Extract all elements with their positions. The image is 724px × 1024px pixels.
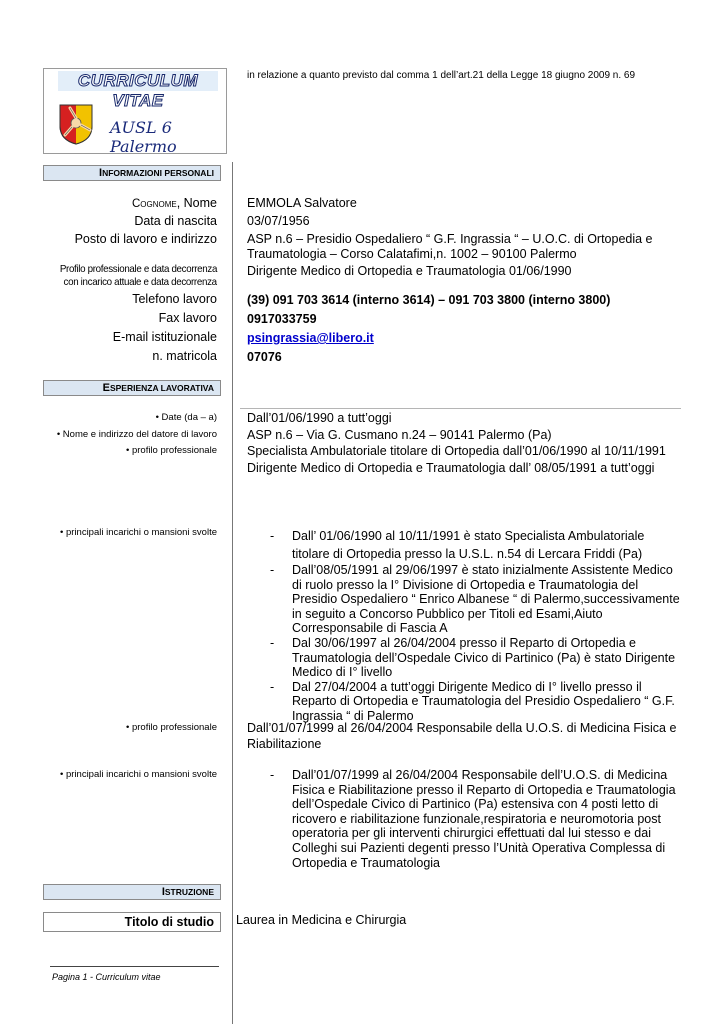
email-value[interactable] bbox=[247, 331, 374, 345]
profile-value-1a: Specialista Ambulatoriale titolare di Ortopedia dall’01/06/1990 al 10/11/1991 bbox=[247, 444, 666, 458]
employer-value: ASP n.6 – Via G. Cusmano n.24 – 90141 Palermo (Pa) bbox=[247, 428, 552, 442]
date-value: Dall’01/06/1990 a tutt’oggi bbox=[247, 411, 392, 425]
logo-text: AUSL 6 Palermo bbox=[110, 118, 177, 156]
duties-list-1 bbox=[270, 527, 680, 724]
footer-rule bbox=[50, 966, 219, 967]
matricola-label: n. matricola bbox=[152, 349, 217, 363]
profile-value: Dirigente Medico di Ortopedia e Traumatologia 01/06/1990 bbox=[247, 264, 572, 278]
sicily-emblem-icon bbox=[56, 102, 96, 146]
list-item: - Dall’ 01/06/1990 al 10/11/1991 è stato Specialista Ambulatoriale titolare di Ortopedia presso la U.S.L. n.54 di Lercara Friddi (Pa) bbox=[270, 527, 680, 563]
list-item: - Dal 27/04/2004 a tutt’oggi Dirigente Medico di I° livello presso il Reparto di Ortopedia e Traumatologia del Presidio Ospedaliero “ G.F. Ingrassia “ di Palermo bbox=[270, 680, 680, 724]
logo-box bbox=[43, 68, 227, 154]
workplace-value-line1: ASP n.6 – Presidio Ospedaliero “ G.F. Ingrassia “ – U.O.C. di Ortopedia e bbox=[247, 232, 653, 246]
employer-label: • Nome e indirizzo del datore di lavoro bbox=[56, 429, 217, 440]
profile-label-line1: Profilo professionale e data decorrenza bbox=[59, 263, 217, 275]
profile-label-1: • profilo professionale bbox=[126, 445, 217, 456]
date-label: • Date (da – a) bbox=[155, 412, 217, 423]
name-label: Cognome, Nome bbox=[131, 196, 217, 210]
duties-label-1: • principali incarichi o mansioni svolte bbox=[60, 527, 217, 538]
email-link[interactable]: psingrassia@libero.it bbox=[247, 331, 374, 345]
email-label: E-mail istituzionale bbox=[112, 330, 217, 344]
law-note: in relazione a quanto previsto dal comma 1 dell’art.21 della Legge 18 giugno 2009 n. 69 bbox=[247, 70, 636, 81]
degree-value: Laurea in Medicina e Chirurgia bbox=[236, 913, 407, 927]
birth-label: Data di nascita bbox=[134, 214, 217, 228]
list-item: - Dall’01/07/1999 al 26/04/2004 Responsabile dell’U.O.S. di Medicina Fisica e Riabilitazione presso il Reparto di Ortopedia e Traumatologia dell’Ospedale Civico di Partinico (Pa) estensiva con 4 posti letto di ricovero e riabilitazione funzionale,respiratoria e neuromotoria post operatoria per gli interventi chirurgici effettuati dal lui stesso e dai Colleghi sui Pazienti degenti presso l’Unità Operativa Complessa di Ortopedia e Traumatologia bbox=[270, 768, 680, 870]
birth-value: 03/07/1956 bbox=[247, 214, 310, 228]
phone-value: (39) 091 703 3614 (interno 3614) – 091 703 3800 (interno 3800) bbox=[247, 293, 611, 307]
name-value: EMMOLA Salvatore bbox=[247, 196, 357, 210]
degree-label: Titolo di studio bbox=[43, 912, 221, 932]
workplace-value-line2: Traumatologia – Corso Calatafimi,n. 1002 – 90100 Palermo bbox=[247, 247, 577, 261]
footer-text: Pagina 1 - Curriculum vitae bbox=[52, 972, 161, 982]
fax-value: 0917033759 bbox=[247, 312, 317, 326]
section-header-personal: INFORMAZIONI PERSONALI bbox=[43, 165, 221, 181]
profile-value-2: Dall’01/07/1999 al 26/04/2004 Responsabile della U.O.S. di Medicina Fisica e Riabilitazione bbox=[247, 721, 677, 751]
workplace-label: Posto di lavoro e indirizzo bbox=[74, 232, 217, 246]
section-header-education: ISTRUZIONE bbox=[43, 884, 221, 900]
phone-label: Telefono lavoro bbox=[132, 292, 217, 306]
list-item: - Dal 30/06/1997 al 26/04/2004 presso il Reparto di Ortopedia e Traumatologia dell’Ospedale Civico di Partinico (Pa) è stato Dirigente Medico di I° livello bbox=[270, 636, 680, 680]
section-header-experience: ESPERIENZA LAVORATIVA bbox=[43, 380, 221, 396]
matricola-value: 07076 bbox=[247, 350, 282, 364]
section-rule bbox=[240, 408, 681, 409]
list-item: - Dall’08/05/1991 al 29/06/1997 è stato inizialmente Assistente Medico di ruolo presso la I° Divisione di Ortopedia e Traumatologia del Presidio Ospedaliero “ Enrico Albanese “ di Palermo,successivamente in seguito a Concorso Pubblico per Titoli ed Esami,Aiuto Corresponsabile di Fascia A bbox=[270, 563, 680, 636]
duties-label-2: • principali incarichi o mansioni svolte bbox=[60, 769, 217, 780]
profile-label-line2: con incarico attuale e data decorrenza bbox=[63, 276, 217, 288]
column-divider bbox=[232, 162, 233, 1024]
profile-label-2: • profilo professionale bbox=[126, 722, 217, 733]
fax-label: Fax lavoro bbox=[158, 311, 217, 325]
profile-value-1b: Dirigente Medico di Ortopedia e Traumatologia dall’ 08/05/1991 a tutt’oggi bbox=[247, 461, 655, 475]
duties-list-2 bbox=[270, 768, 680, 870]
cv-title: CURRICULUM VITAE bbox=[58, 71, 218, 91]
